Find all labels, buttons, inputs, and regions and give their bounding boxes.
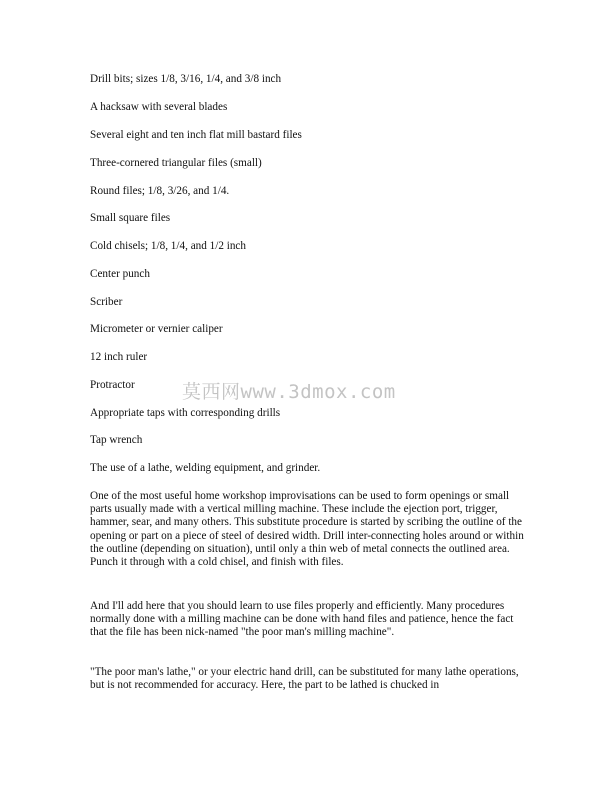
- paragraph-poor-mans-lathe: "The poor man's lathe," or your electric hand drill, can be substituted for many lathe operations, but is not recommended for accuracy. Here, the part to be lathed is chucked in: [90, 666, 519, 692]
- paragraph-files: And I'll add here that you should learn to use files properly and efficiently. Many procedures normally done with a milling machine can be done with hand files and patience, hence the fact that the file has been nick-named "the poor man's milling machine".: [90, 600, 514, 639]
- watermark-text: 莫西网www.3dmox.com: [182, 381, 396, 403]
- list-item-hacksaw: A hacksaw with several blades: [90, 101, 228, 113]
- paragraph-milling-improvisation: One of the most useful home workshop improvisations can be used to form openings or small parts usually made with a vertical milling machine. These include the ejection port, trigger, hammer, sear, and many others. This substitute procedure is started by scribing the outline of the opening or part on a piece of steel of desired width. Drill inter-connecting holes around or within the outline (depending on situation), until only a thin web of metal connects the outlined area. Punch it through with a cold chisel, and finish with files.: [90, 490, 524, 569]
- list-item-protractor: Protractor: [90, 379, 135, 391]
- list-item-drill-bits: Drill bits; sizes 1/8, 3/16, 1/4, and 3/8 inch: [90, 73, 282, 85]
- list-item-micrometer: Micrometer or vernier caliper: [90, 323, 223, 335]
- list-item-tap-wrench: Tap wrench: [90, 434, 143, 446]
- list-item-center-punch: Center punch: [90, 268, 150, 280]
- list-item-flat-files: Several eight and ten inch flat mill bastard files: [90, 129, 302, 141]
- list-item-cold-chisels: Cold chisels; 1/8, 1/4, and 1/2 inch: [90, 240, 246, 252]
- list-item-scriber: Scriber: [90, 296, 123, 308]
- list-item-round-files: Round files; 1/8, 3/26, and 1/4.: [90, 185, 230, 197]
- list-item-triangular-files: Three-cornered triangular files (small): [90, 157, 262, 169]
- list-item-lathe-welding: The use of a lathe, welding equipment, and grinder.: [90, 462, 321, 474]
- list-item-ruler: 12 inch ruler: [90, 351, 148, 363]
- list-item-square-files: Small square files: [90, 212, 171, 224]
- list-item-taps: Appropriate taps with corresponding drills: [90, 407, 281, 419]
